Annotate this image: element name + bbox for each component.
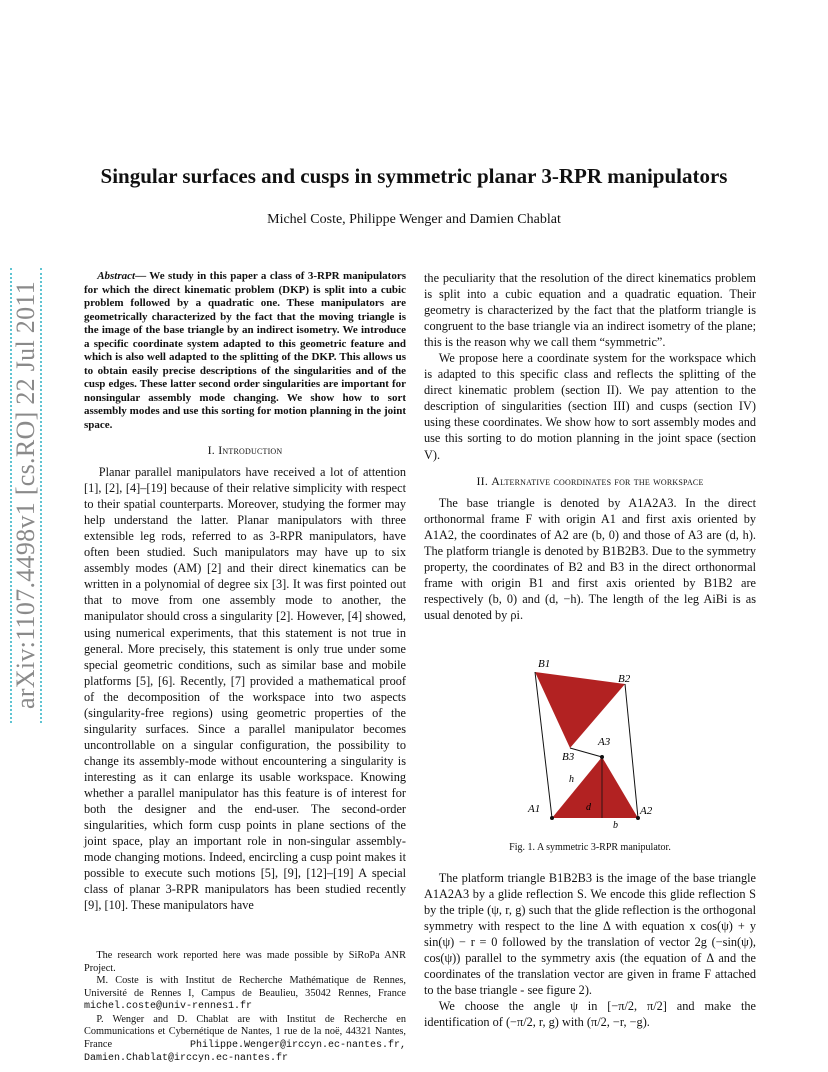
section-2-title: Alternative coordinates for the workspace <box>491 473 704 488</box>
left-column <box>84 270 406 913</box>
footnote-wenger-chablat <box>84 1014 406 1066</box>
arxiv-watermark <box>4 268 48 723</box>
paper-authors: Michel Coste, Philippe Wenger and Damien Chablat <box>267 212 561 227</box>
figure-manipulator <box>520 652 670 832</box>
right-column-lower <box>424 870 756 1030</box>
label-a3: A3 <box>598 736 611 748</box>
section-2-number: II. <box>476 473 489 488</box>
figure-caption: Fig. 1. A symmetric 3-RPR manipulator. <box>509 842 671 853</box>
joint-a3 <box>600 755 604 759</box>
label-b3: B3 <box>562 751 575 763</box>
abstract <box>84 270 406 432</box>
label-a1: A1 <box>528 803 541 815</box>
platform-triangle <box>535 672 625 748</box>
label-b: b <box>613 820 618 831</box>
section-1-heading <box>84 442 406 458</box>
right-paragraph-1: the peculiarity that the resolution of the direct kinematics problem is split into a cubic equation and a quadratic equation. Their geometry is characterized by the fact that the platform triangle is congruent to the base triangle via an indirect isometry of the plane; this is the reason why we call them “symmetric”. <box>424 271 756 350</box>
footnote-coste-text: M. Coste is with Institut de Recherche Mathématique de Rennes, Université de Rennes I, Campus de Beaulieu, 35042 Rennes, France <box>84 975 406 999</box>
leg-3 <box>570 748 602 757</box>
joint-a1 <box>550 816 554 820</box>
abstract-text: — We study in this paper a class of 3-RPR manipulators for which the direct kinematic problem (DKP) is split into a cubic problem followed by a quadratic one. These manipulators are geometrically characterized by the fact that the moving triangle is the image of the base triangle by an indirect isometry. We introduce a specific coordinate system adapted to this geometric feature and which is also well adapted to the splitting of the DKP. This allows us to obtain easily precise descriptions of the singularities and of the cusp edges. These latter second order singularities are important for nonsingular assembly mode changing. We show how to sort assembly modes and use this sorting for motion planning in the joint space. <box>84 270 406 431</box>
arxiv-id: arXiv:1107.4498v1 [cs.RO] 22 Jul 2011 <box>11 280 40 710</box>
footnote-funding: The research work reported here was made possible by SiRoPa ANR Project. <box>84 950 406 974</box>
paper-title: Singular surfaces and cusps in symmetric planar 3-RPR manipulators <box>100 164 728 188</box>
leg-2 <box>625 684 638 818</box>
intro-paragraph: Planar parallel manipulators have received a lot of attention [1], [2], [4]–[19] because of their relative simplicity with respect to their spatial counterparts. Moreover, studying the former may help understand the latter. Planar manipulators with three extensible leg rods, referred to as 3-RPR manipulators, have often been studied. Such manipulators may have up to six assembly modes (AM) [2] and their direct kinematics can be written in a polynomial of degree six [3]. It was first pointed out that to move from one assembly mode to another, the manipulator should cross a singularity [2]. However, [4] showed, using numerical experiments, that this statement is not true in general. More precisely, this statement is only true under some special geometric conditions, such as similar base and mobile platforms [5], [6]. Recently, [7] provided a mathematical proof of the decomposition of the workspace into two aspects (singularity-free regions) using geometric properties of the singularity surfaces. Since a parallel manipulator becomes uncontrollable on a singular configuration, the possibility to change its assembly-mode without encountering a singularity is interesting as it can enlarge its usable workspace. Knowing whether a parallel manipulator has this feature is of interest for both the designer and the end-user. The second-order singularities, which form cusp points in plane sections of the joint space, play an important role in non-singular assembly-mode changing motions. Indeed, encircling a cusp point makes it possible to execute such motions [5], [9], [12]–[19] A special class of planar 3-RPR manipulators has been studied recently [9], [10]. These manipulators have <box>84 465 406 913</box>
section-1-number: I. <box>207 443 216 457</box>
label-h: h <box>569 774 574 785</box>
right-column <box>424 270 756 623</box>
label-b2: B2 <box>618 673 631 685</box>
email-wenger-chablat[interactable]: Philippe.Wenger@irccyn.ec-nantes.fr, Damien.Chablat@irccyn.ec-nantes.fr <box>84 1039 406 1064</box>
footnote-wenger-text: P. Wenger and D. Chablat are with Institut de Recherche en Communications et Cybernétique de Nantes, 1 rue de la noë, 44321 Nantes, France <box>84 1013 406 1050</box>
right-paragraph-2: We propose here a coordinate system for the workspace which is adapted to this specific class and reflects the splitting of the direct kinematic problem (section II). We pay attention to the description of singularities (section III) and cusps (section IV) using these coordinates. We show how to sort assembly modes and use this sorting to do motion planning in the joint space (section V). <box>424 351 756 462</box>
email-coste[interactable]: michel.coste@univ-rennes1.fr <box>84 1001 253 1012</box>
label-b1: B1 <box>538 658 551 670</box>
footnote-coste <box>84 975 406 1014</box>
section-2-paragraph-2: The platform triangle B1B2B3 is the image of the base triangle A1A2A3 by a glide reflection S. We encode this glide reflection S by the triple (ψ, r, g) such that the glide reflection is the orthogonal symmetry with respect to the line Δ with equation x cos(ψ) + y sin(ψ) − r = 0 followed by the translation of vector 2g (−sin(ψ), cos(ψ)) parallel to the symmetry axis (the equation of Δ and the coordinates of the translation vector are given in frame F attached to the base triangle - see figure 2). <box>424 871 756 998</box>
section-2-paragraph-1: The base triangle is denoted by A1A2A3. In the direct orthonormal frame F with origin A1 and first axis oriented by A1A2, the coordinates of A2 are (b, 0) and those of A3 are (d, h). The platform triangle is denoted by B1B2B3. Due to the symmetry property, the coordinates of B2 and B3 in the direct orthonormal frame with origin B1 and first axis oriented by B1B2 are respectively (b, 0) and (d, −h). The length of the leg AiBi is as usual denoted by ρi. <box>424 495 756 622</box>
abstract-label: Abstract <box>97 270 136 282</box>
footnotes <box>84 950 406 1066</box>
section-2-heading <box>424 473 756 489</box>
base-triangle <box>552 757 638 818</box>
label-a2: A2 <box>640 805 653 817</box>
section-2-paragraph-3: We choose the angle ψ in [−π/2, π/2] and make the identification of (−π/2, r, g) with (π/2, −r, −g). <box>424 999 756 1030</box>
label-d: d <box>586 802 591 813</box>
section-1-title: Introduction <box>218 443 283 457</box>
